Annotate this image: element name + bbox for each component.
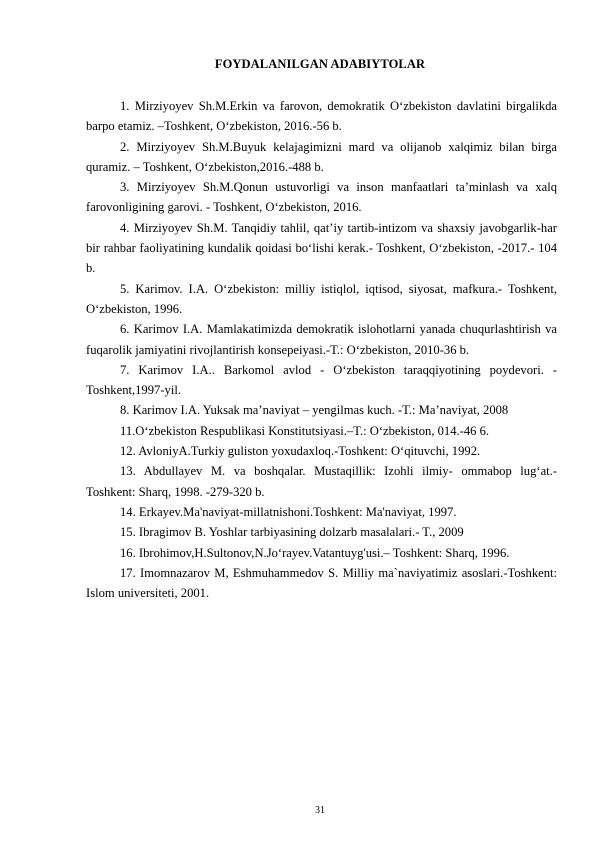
reference-item: 6. Karimov I.A. Mamlakatimizda demokratik islohotlarni yanada chuqurlashtirish va fuqarolik jamiyatini rivojlantirish konsepeiyasi.-T.: O‘zbekiston, 2010-36 b. xyxy=(86,322,557,357)
page-number: 31 xyxy=(315,805,325,816)
reference-item: 13. Abdullayev M. va boshqalar. Mustaqillik: Izohli ilmiy- ommabop lug‘at.-Toshkent: Sharq, 1998. -279-320 b. xyxy=(86,464,557,499)
reference-item: 5. Karimov. I.A. O‘zbekiston: milliy istiqlol, iqtisod, siyosat, mafkura.- Toshkent, O‘zbekiston, 1996. xyxy=(86,281,557,316)
reference-item: 8. Karimov I.A. Yuksak ma’naviyat – yengilmas kuch. -T.: Ma’naviyat, 2008 xyxy=(120,403,509,418)
reference-list xyxy=(86,96,557,603)
reference-item: 17. Imomnazarov M, Eshmuhammedov S. Milliy ma`naviyatimiz asoslari.-Toshkent: Islom universiteti, 2001. xyxy=(86,565,557,601)
reference-item: 12. AvloniyA.Turkiy guliston yoxudaxloq.-Toshkent: O‘qituvchi, 1992. xyxy=(120,444,481,459)
reference-item: 11.O‘zbekiston Respublikasi Konstitutsiyasi.–T.: O‘zbekiston, 014.-46 6. xyxy=(120,423,490,438)
reference-item: 3. Mirziyoyev Sh.M.Qonun ustuvorligi va inson manfaatlari ta’minlash va xalq farovonligining garovi. - Toshkent, O‘zbekiston, 2016. xyxy=(86,180,557,215)
reference-item: 14. Erkayev.Ma'naviyat-millatnishoni.Toshkent: Ma'naviyat, 1997. xyxy=(120,504,457,519)
reference-item: 16. Ibrohimov,H.Sultonov,N.Jo‘rayev.Vatantuyg'usi.– Toshkent: Sharq, 1996. xyxy=(120,545,510,560)
reference-item: 1. Mirziyoyev Sh.M.Erkin va farovon, demokratik O‘zbekiston davlatini birgalikda barpo etamiz. –Toshkent, O‘zbekiston, 2016.-56 b. xyxy=(86,99,557,134)
reference-item: 2. Mirziyoyev Sh.M.Buyuk kelajagimizni mard va olijanob xalqimiz bilan birga quramiz. – Toshkent, O‘zbekiston,2016.-488 b. xyxy=(86,139,557,174)
reference-item: 15. Ibragimov B. Yoshlar tarbiyasining dolzarb masalalari.- T., 2009 xyxy=(120,525,464,540)
reference-item: 7. Karimov I.A.. Barkomol avlod - O‘zbekiston taraqqiyotining poydevori. -Toshkent,1997-yil. xyxy=(86,362,557,398)
reference-item: 4. Mirziyoyev Sh.M. Tanqidiy tahlil, qat’iy tartib-intizom va shaxsiy javobgarlik-har bir rahbar faoliyatining kundalik qoidasi bo‘lishi kerak.- Toshkent, O‘zbekiston, -2017.- 104 b. xyxy=(86,220,557,276)
page-title: FOYDALANILGAN ADABIYTOLAR xyxy=(214,57,426,71)
